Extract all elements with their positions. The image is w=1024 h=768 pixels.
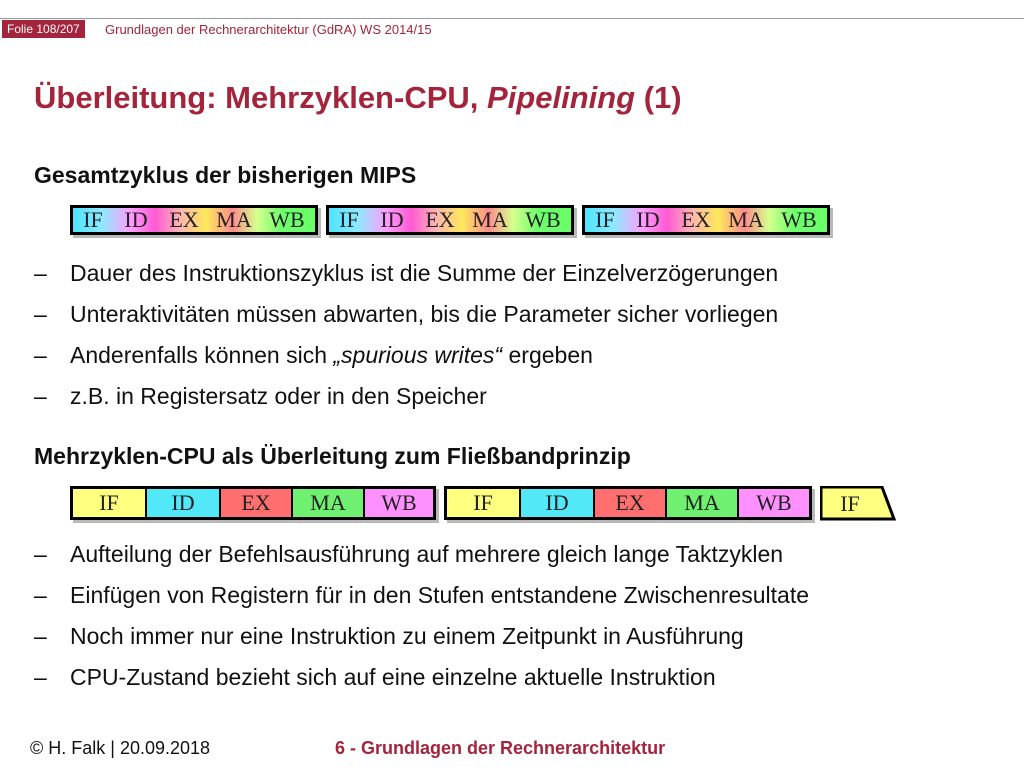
- stage-wb: WB: [269, 207, 305, 232]
- bullet-text-italic: „spurious writes“: [333, 342, 503, 368]
- stage-id: ID: [636, 207, 660, 232]
- slide-number-badge: Folie 108/207: [2, 20, 85, 38]
- bullet-item: [34, 335, 778, 376]
- bullet-dash: –: [34, 383, 47, 409]
- instruction-bar-1: [70, 205, 318, 235]
- bullet-list-2: [34, 534, 809, 698]
- stage-ma: MA: [667, 489, 739, 517]
- slide-title: [34, 78, 682, 118]
- stage-id: ID: [124, 207, 148, 232]
- bullet-text: Dauer des Instruktionszyklus ist die Summe der Einzelverzögerungen: [70, 260, 779, 286]
- bullet-dash: –: [34, 301, 47, 327]
- header-rule: [0, 18, 1024, 19]
- single-cycle-diagram: [70, 205, 838, 235]
- stage-ma: MA: [472, 207, 508, 232]
- title-part-3: (1): [635, 80, 682, 115]
- bullet-text-before: Anderenfalls können sich: [70, 342, 334, 368]
- section-heading-2: Mehrzyklen-CPU als Überleitung zum Fließbandprinzip: [34, 443, 631, 469]
- instruction-block-1: [70, 486, 436, 520]
- stage-ma: MA: [293, 489, 365, 517]
- footer-author-date: © H. Falk | 20.09.2018: [30, 738, 211, 758]
- title-part-2: Pipelining: [487, 80, 636, 115]
- course-title: Grundlagen der Rechnerarchitektur (GdRA) WS 2014/15: [105, 22, 432, 37]
- stage-if: IF: [447, 489, 521, 517]
- instruction-bar-3: [582, 205, 830, 235]
- bullet-text: Aufteilung der Befehlsausführung auf mehrere gleich lange Taktzyklen: [70, 541, 784, 567]
- bullet-text: CPU-Zustand bezieht sich auf eine einzelne aktuelle Instruktion: [70, 664, 716, 690]
- bullet-text-after: ergeben: [502, 342, 593, 368]
- stage-id: ID: [380, 207, 404, 232]
- bullet-dash: –: [34, 582, 47, 608]
- title-part-1: Überleitung: Mehrzyklen-CPU,: [34, 80, 487, 115]
- stage-if: IF: [83, 207, 103, 232]
- bullet-text: Unteraktivitäten müssen abwarten, bis die Parameter sicher vorliegen: [70, 301, 779, 327]
- bullet-dash: –: [34, 664, 47, 690]
- bullet-dash: –: [34, 260, 47, 286]
- stage-wb: WB: [781, 207, 817, 232]
- bullet-item: [34, 657, 809, 698]
- stage-wb: WB: [739, 489, 809, 517]
- bullet-list-1: [34, 253, 778, 417]
- multi-cycle-diagram: [70, 486, 900, 526]
- bullet-item: [34, 616, 809, 657]
- bullet-dash: –: [34, 342, 47, 368]
- stage-ex: EX: [169, 207, 199, 232]
- stage-ma: MA: [216, 207, 252, 232]
- bullet-item: [34, 253, 778, 294]
- stage-if: IF: [339, 207, 359, 232]
- bullet-item: [34, 575, 809, 616]
- partial-if-stage: [820, 486, 900, 526]
- section-heading-1: Gesamtzyklus der bisherigen MIPS: [34, 162, 417, 188]
- instruction-block-2: [444, 486, 812, 520]
- bullet-text: Einfügen von Registern für in den Stufen entstandene Zwischenresultate: [70, 582, 810, 608]
- stage-id: ID: [147, 489, 221, 517]
- bullet-text: Noch immer nur eine Instruktion zu einem Zeitpunkt in Ausführung: [70, 623, 744, 649]
- stage-wb: WB: [365, 489, 433, 517]
- bullet-dash: –: [34, 623, 47, 649]
- stage-ex: EX: [595, 489, 667, 517]
- stage-ex: EX: [221, 489, 293, 517]
- stage-id: ID: [521, 489, 595, 517]
- bullet-item: [34, 294, 778, 335]
- stage-ex: EX: [425, 207, 455, 232]
- bullet-dash: –: [34, 541, 47, 567]
- bullet-item: [34, 376, 778, 417]
- stage-ex: EX: [681, 207, 711, 232]
- bullet-text: z.B. in Registersatz oder in den Speicher: [70, 383, 487, 409]
- partial-if-label: IF: [840, 491, 860, 516]
- stage-if: IF: [73, 489, 147, 517]
- instruction-bar-2: [326, 205, 574, 235]
- stage-if: IF: [595, 207, 615, 232]
- footer-chapter: 6 - Grundlagen der Rechnerarchitektur: [335, 738, 666, 758]
- stage-ma: MA: [728, 207, 764, 232]
- bullet-item: [34, 534, 809, 575]
- stage-wb: WB: [525, 207, 561, 232]
